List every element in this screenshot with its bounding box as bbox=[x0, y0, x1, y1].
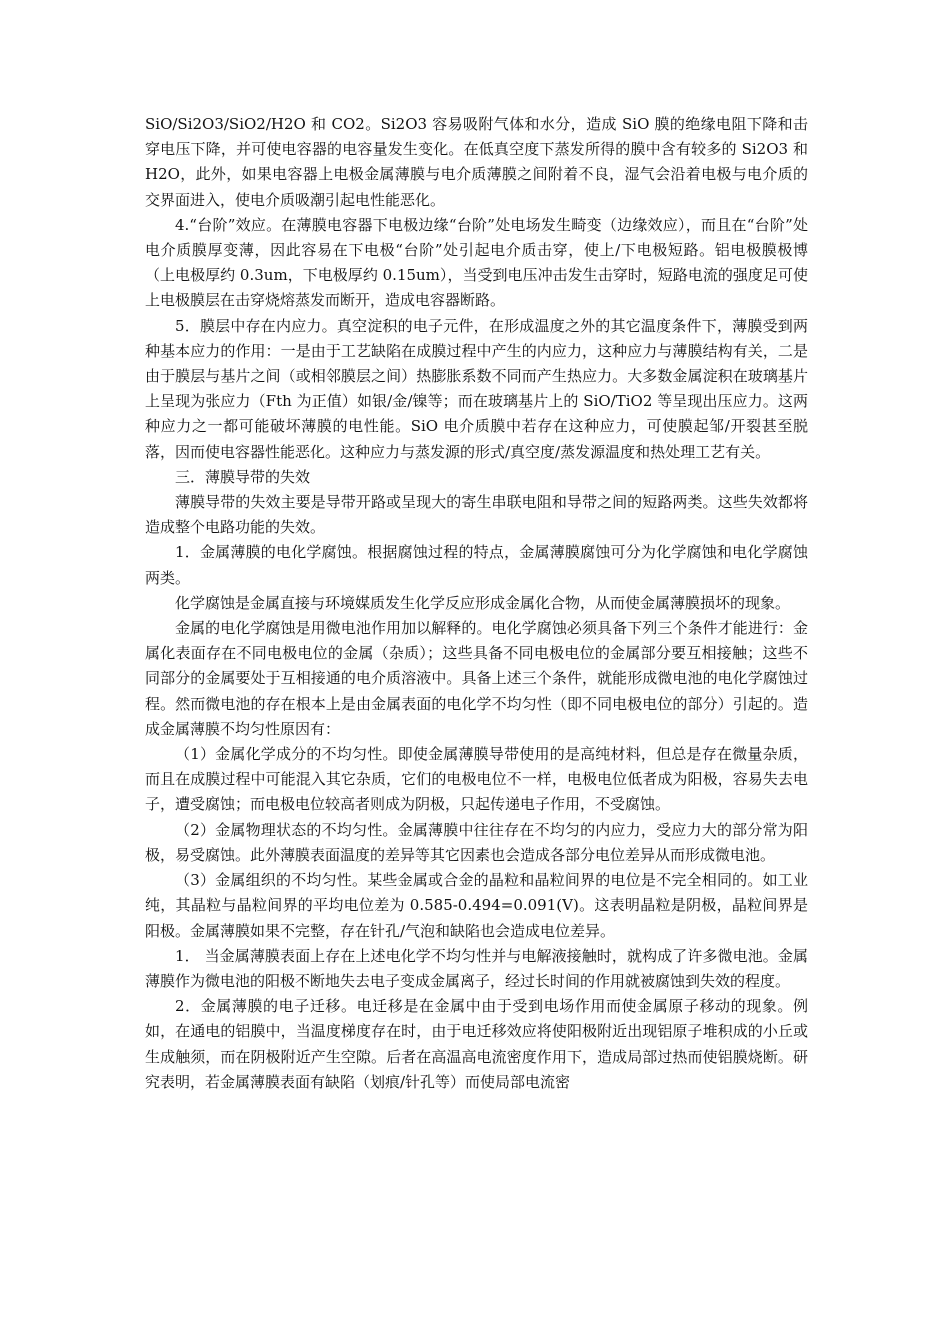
paragraph-electrochemical-corrosion: 1．金属薄膜的电化学腐蚀。根据腐蚀过程的特点，金属薄膜腐蚀可分为化学腐蚀和电化学腐蚀两类。 bbox=[145, 543, 808, 587]
section-heading-3: 三．薄膜导带的失效 bbox=[175, 467, 311, 486]
paragraph-continuation: SiO/Si2O3/SiO2/H2O 和 CO2。Si2O3 容易吸附气体和水分，造成 SiO 膜的绝缘电阻下降和击穿电压下降，并可使电容器的电容量发生变化。在低真空度下蒸发所得的膜中含有较多的 Si2O3 和 H2O，此外，如果电容器上电极金属薄膜与电介质薄膜之间附着不良，湿气会沿着电极与电介质的交界面进入，使电介质吸潮引起电性能恶化。 bbox=[145, 115, 808, 209]
paragraph-composition-nonuniformity: （1）金属化学成分的不均匀性。即使金属薄膜导带使用的是高纯材料，但总是存在微量杂质，而且在成膜过程中可能混入其它杂质，它们的电极电位不一样，电极电位低者成为阳极，容易失去电子，遭受腐蚀；而电极电位较高者则成为阴极，只起传递电子作用，不受腐蚀。 bbox=[145, 745, 808, 814]
paragraph-chemical-corrosion: 化学腐蚀是金属直接与环境媒质发生化学反应形成金属化合物，从而使金属薄膜损坏的现象。 bbox=[175, 593, 791, 612]
paragraph-conductor-failure: 薄膜导带的失效主要是导带开路或呈现大的寄生串联电阻和导带之间的短路两类。这些失效都将造成整个电路功能的失效。 bbox=[145, 493, 808, 537]
paragraph-structure-nonuniformity: （3）金属组织的不均匀性。某些金属或合金的晶粒和晶粒间界的电位是不完全相同的。如工业纯，其晶粒与晶粒间界的平均电位差为 0.585-0.494=0.091(V)。这表明晶粒是阴极，晶粒间界是阳极。金属薄膜如果不完整，存在针孔/气泡和缺陷也会造成电位差异。 bbox=[145, 871, 808, 940]
paragraph-step-effect: 4.“台阶”效应。在薄膜电容器下电极边缘“台阶”处电场发生畸变（边缘效应），而且在“台阶”处电介质膜厚变薄，因此容易在下电极“台阶”处引起电介质击穿，使上/下电极短路。铝电极膜极博（上电极厚约 0.3um，下电极厚约 0.15um），当受到电压冲击发生击穿时，短路电流的强度足可使上电极膜层在击穿烧熔蒸发而断开，造成电容器断路。 bbox=[145, 215, 808, 310]
paragraph-micro-cell: 金属的电化学腐蚀是用微电池作用加以解释的。电化学腐蚀必须具备下列三个条件才能进行：金属化表面存在不同电极电位的金属（杂质）；这些具备不同电极电位的金属部分要互相接触；这些不同部分的金属要处于互相接通的电介质溶液中。具备上述三个条件，就能形成微电池的电化学腐蚀过程。然而微电池的存在根本上是由金属表面的电化学不均匀性（即不同电极电位的部分）引起的。造成金属薄膜不均匀性原因有： bbox=[145, 619, 808, 738]
paragraph-micro-cell-corrosion: 1． 当金属薄膜表面上存在上述电化学不均匀性并与电解液接触时，就构成了许多微电池。金属薄膜作为微电池的阳极不断地失去电子变成金属离子，经过长时间的作用就被腐蚀到失效的程度。 bbox=[145, 946, 808, 990]
paragraph-internal-stress: 5．膜层中存在内应力。真空淀积的电子元件，在形成温度之外的其它温度条件下，薄膜受到两种基本应力的作用：一是由于工艺缺陷在成膜过程中产生的内应力，这种应力与薄膜结构有关，二是由于膜层与基片之间（或相邻膜层之间）热膨胀系数不同而产生热应力。大多数金属淀积在玻璃基片上呈现为张应力（Fth 为正值）如银/金/镍等；而在玻璃基片上的 SiO/TiO2 等呈现出压应力。这两种应力之一都可能破坏薄膜的电性能。SiO 电介质膜中若存在这种应力，可使膜起邹/开裂甚至脱落，因而使电容器性能恶化。这种应力与蒸发源的形式/真空度/蒸发源温度和热处理工艺有关。 bbox=[145, 316, 808, 461]
paragraph-physical-nonuniformity: （2）金属物理状态的不均匀性。金属薄膜中往往存在不均匀的内应力，受应力大的部分常为阳极，易受腐蚀。此外薄膜表面温度的差异等其它因素也会造成各部分电位差异从而形成微电池。 bbox=[145, 820, 808, 864]
paragraph-electromigration: 2．金属薄膜的电子迁移。电迁移是在金属中由于受到电场作用而使金属原子移动的现象。例如，在通电的铝膜中，当温度梯度存在时，由于电迁移效应将使阳极附近出现铝原子堆积成的小丘或生成触须，而在阴极附近产生空隙。后者在高温高电流密度作用下，造成局部过热而使铝膜烧断。研究表明，若金属薄膜表面有缺陷（划痕/针孔等）而使局部电流密 bbox=[145, 997, 808, 1091]
document-page bbox=[145, 112, 808, 1095]
